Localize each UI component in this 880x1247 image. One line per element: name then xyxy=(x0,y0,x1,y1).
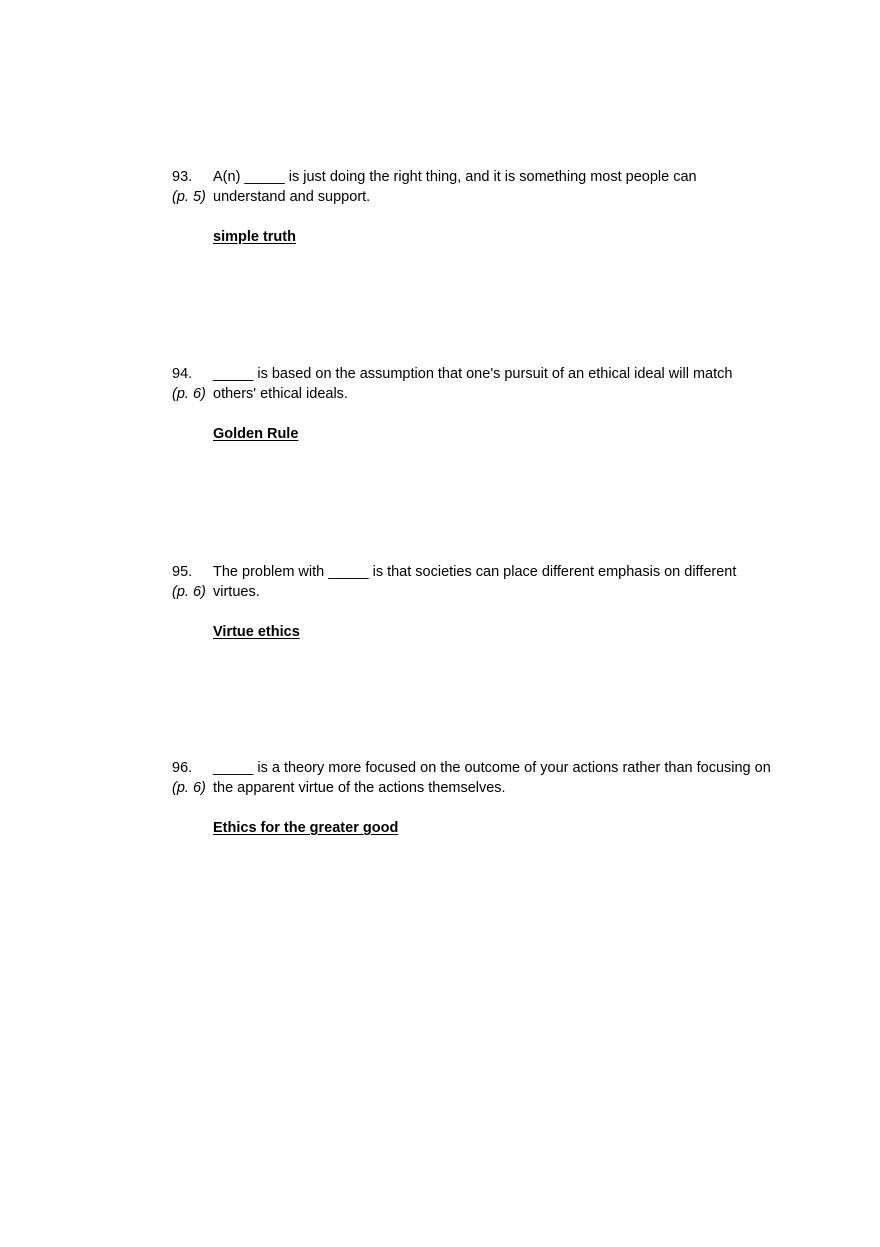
question-94 xyxy=(172,364,772,444)
question-row xyxy=(172,758,772,798)
question-number: 96. xyxy=(172,760,193,776)
question-95 xyxy=(172,562,772,642)
page-reference: (p. 5) xyxy=(172,189,206,205)
question-number: 94. xyxy=(172,366,193,382)
question-text: _____ is based on the assumption that one's pursuit of an ethical ideal will match others' ethical ideals. xyxy=(213,366,733,402)
question-row xyxy=(172,562,772,602)
question-96 xyxy=(172,758,772,838)
page-reference: (p. 6) xyxy=(172,780,206,796)
answer-text: Virtue ethics xyxy=(213,624,300,640)
question-text: A(n) _____ is just doing the right thing, and it is something most people can understand and support. xyxy=(213,169,697,205)
page-reference: (p. 6) xyxy=(172,386,206,402)
question-meta xyxy=(172,562,213,602)
question-93 xyxy=(172,167,772,247)
answer-text: Ethics for the greater good xyxy=(213,820,399,836)
question-meta xyxy=(172,167,213,207)
question-row xyxy=(172,364,772,404)
page-reference: (p. 6) xyxy=(172,584,206,600)
question-row xyxy=(172,167,772,207)
question-number: 95. xyxy=(172,564,193,580)
question-meta xyxy=(172,758,213,798)
answer-text: simple truth xyxy=(213,229,296,245)
question-number: 93. xyxy=(172,169,193,185)
answer-text: Golden Rule xyxy=(213,426,299,442)
question-text: _____ is a theory more focused on the outcome of your actions rather than focusing on the apparent virtue of the actions themselves. xyxy=(213,760,771,796)
question-meta xyxy=(172,364,213,404)
question-text: The problem with _____ is that societies can place different emphasis on different virtues. xyxy=(213,564,737,600)
